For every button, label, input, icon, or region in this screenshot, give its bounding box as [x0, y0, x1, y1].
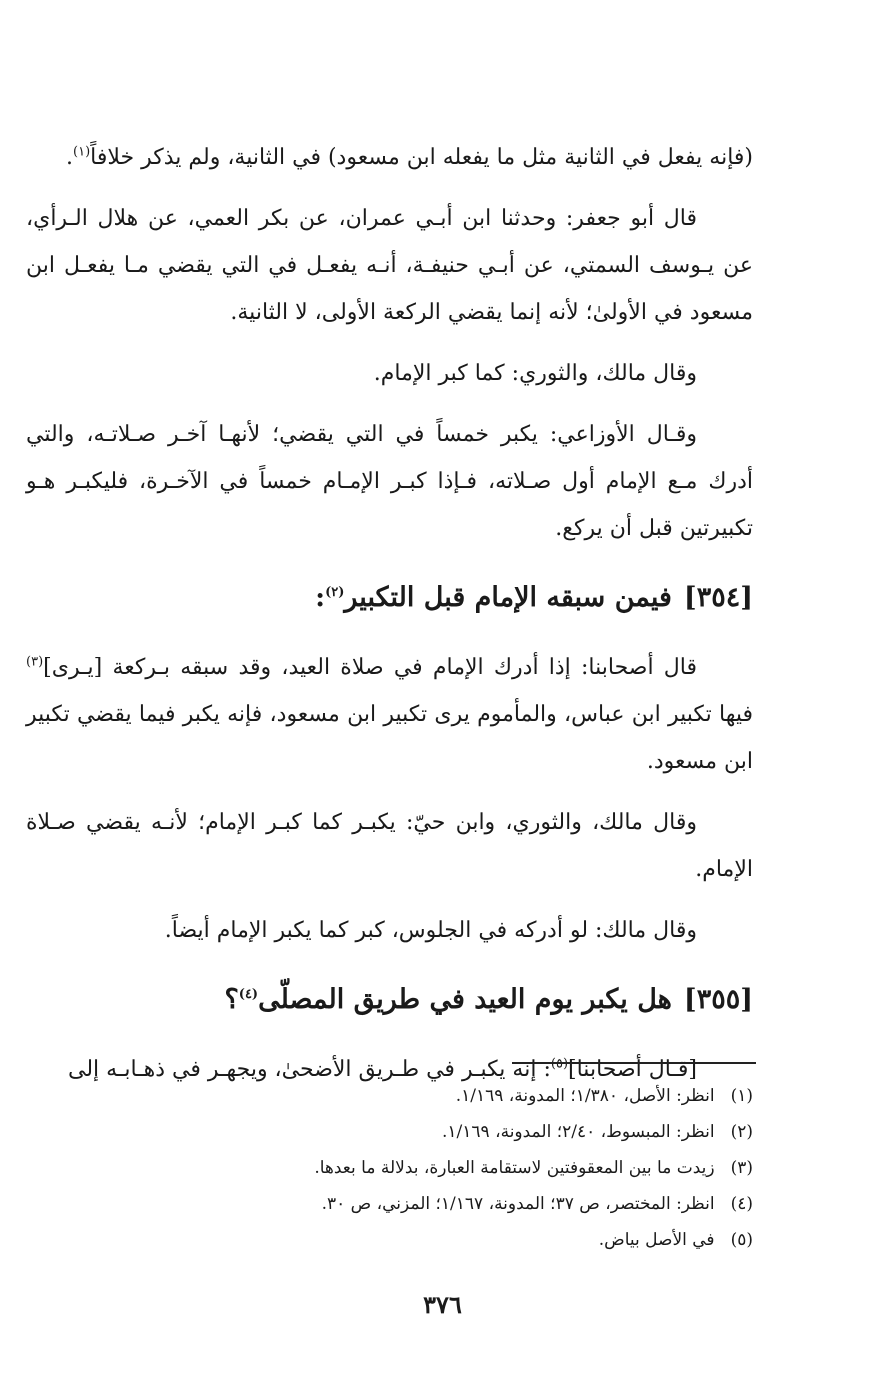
paragraph-7	[0, 907, 885, 954]
footnote-item	[26, 1186, 753, 1222]
footnote-number: (٥)	[730, 1230, 753, 1250]
footnote-number: (٤)	[730, 1194, 753, 1214]
footnote-divider	[512, 1062, 756, 1064]
footnote-ref-1[interactable]: (١)	[73, 144, 91, 160]
paragraph-text: : إنه يكبـر في طـريق الأضحىٰ، ويجهـر في ذهـابـه إلى	[68, 1057, 551, 1082]
footnote-ref-4[interactable]: (٤)	[238, 987, 259, 1002]
footnote-ref-5[interactable]: (٥)	[550, 1056, 569, 1072]
paragraph-text: وقال مالك، والثوري، وابن حيّ: يكبـر كما كبـر الإمام؛ لأنـه يقضي صـلاة الإمام.	[26, 810, 753, 882]
page-number: ٣٧٦	[423, 1290, 462, 1319]
paragraph-tail: .	[66, 145, 73, 170]
footnote-number: (٢)	[730, 1122, 753, 1142]
footnote-text: انظر: المختصر، ص ٣٧؛ المدونة، ١/١٦٧؛ المزني، ص ٣٠.	[321, 1194, 715, 1214]
footnote-text: انظر: الأصل، ١/٣٨٠؛ المدونة، ١/١٦٩.	[455, 1086, 715, 1106]
paragraph-5	[0, 644, 885, 785]
footnote-item	[26, 1150, 753, 1186]
footnote-text: زيدت ما بين المعقوفتين لاستقامة العبارة، بدلالة ما بعدها.	[314, 1158, 715, 1178]
footnote-text: في الأصل بياض.	[598, 1230, 715, 1250]
paragraph-6	[0, 799, 885, 893]
footnote-ref-2[interactable]: (٢)	[325, 585, 345, 600]
paragraph-1	[0, 134, 885, 181]
paragraph-4	[0, 411, 885, 552]
heading-tail: :	[315, 582, 326, 613]
paragraph-text: وقـال الأوزاعي: يكبر خمساً في التي يقضي؛ لأنهـا آخـر صـلاتـه، والتي أدرك مـع الإمام أول صـلاته، فـإذا كبـر الإمـام خمساً في الآخـرة، فليكبـر هـو تكبيرتين قبل أن يركع.	[26, 422, 753, 541]
section-title: هل يكبر يوم العيد في طريق المصلّى	[258, 984, 672, 1015]
footnote-ref-3[interactable]: (٣)	[26, 654, 44, 670]
paragraph-text: وقال مالك، والثوري: كما كبر الإمام.	[373, 361, 697, 386]
section-number: [٣٥٥]	[683, 984, 753, 1015]
footnote-item	[26, 1222, 753, 1258]
heading-tail: ؟	[224, 984, 239, 1015]
footnote-text: انظر: المبسوط، ٢/٤٠؛ المدونة، ١/١٦٩.	[442, 1122, 715, 1142]
footnotes-list	[0, 1078, 885, 1258]
section-title: فيمن سبقه الإمام قبل التكبير	[344, 582, 672, 613]
paragraph-3	[0, 350, 885, 397]
paragraph-text: قال أصحابنا: إذا أدرك الإمام في صلاة العيد، وقد سبقه بـركعة [يـرى]	[43, 655, 697, 680]
paragraph-text: قال أبو جعفر: وحدثنا ابن أبـي عمران، عن بكر العمي، عن هلال الـرأي، عن يـوسف السمتي، عن أبـي حنيفـة، أنـه يفعـل في التي يقضي مـا يفعـل ابن مسعود في الأولىٰ؛ لأنه إنما يقضي الركعة الأولى، لا الثانية.	[26, 206, 753, 325]
footnote-number: (١)	[730, 1086, 753, 1106]
section-heading-354	[0, 572, 885, 624]
section-number: [٣٥٤]	[683, 582, 753, 613]
page-body	[0, 134, 885, 1093]
paragraph-text: [قـال أصحابنا]	[568, 1057, 697, 1082]
footnote-item	[26, 1078, 753, 1114]
paragraph-text: (فإنه يفعل في الثانية مثل ما يفعله ابن مسعود) في الثانية، ولم يذكر خلافاً	[90, 145, 753, 170]
paragraph-text: وقال مالك: لو أدركه في الجلوس، كبر كما يكبر الإمام أيضاً.	[164, 918, 697, 943]
section-heading-355	[0, 974, 885, 1026]
paragraph-text: فيها تكبير ابن عباس، والمأموم يرى تكبير ابن مسعود، فإنه يكبر فيما يقضي تكبير ابن مسعود.	[26, 702, 753, 774]
paragraph-2	[0, 195, 885, 336]
footnote-number: (٣)	[730, 1158, 753, 1178]
footnote-item	[26, 1114, 753, 1150]
